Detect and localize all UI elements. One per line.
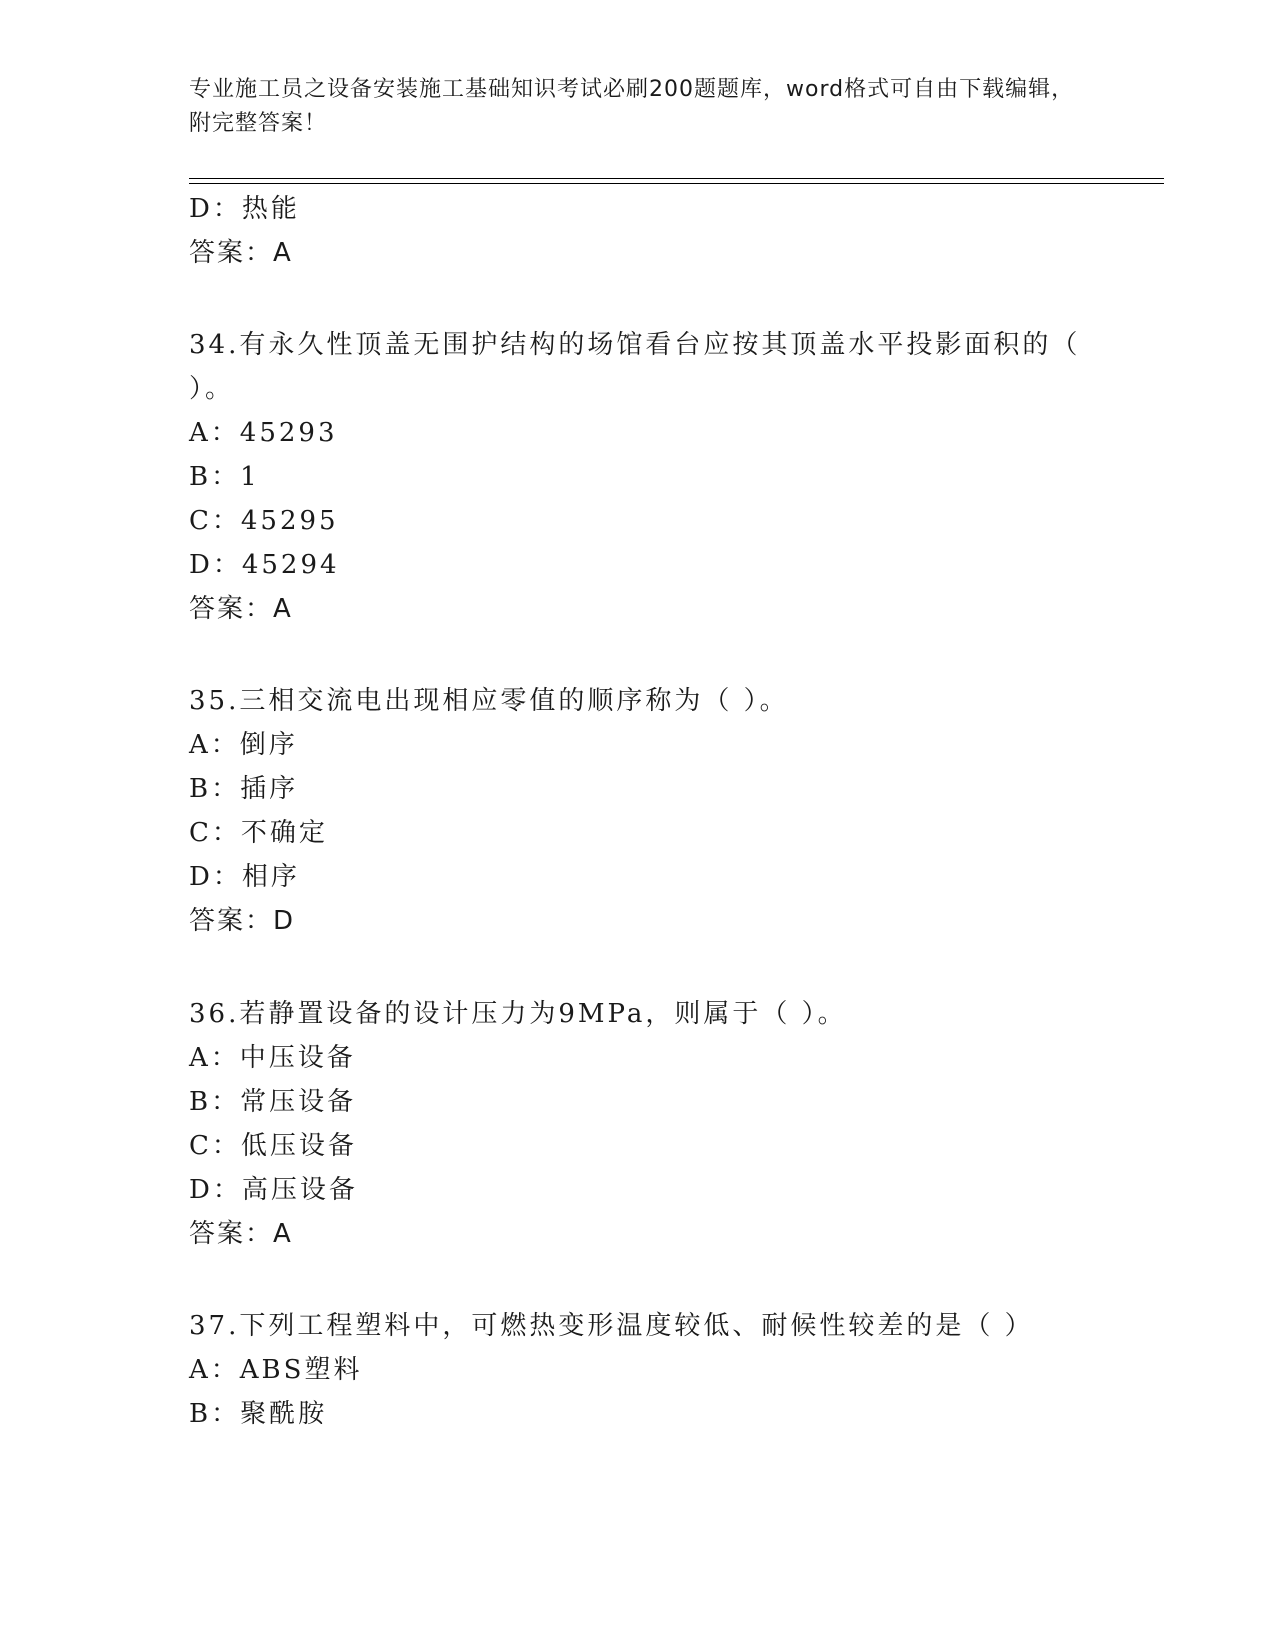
option-a: A：45293	[189, 418, 338, 448]
answer-label: 答案：A	[189, 1219, 293, 1249]
question-stem-continued: ）。	[189, 374, 235, 404]
option-b: B：1	[189, 462, 260, 492]
answer-label: 答案：A	[189, 594, 293, 624]
answer-label: 答案：D	[189, 906, 296, 936]
option-d: D：45294	[189, 550, 340, 580]
option-c: C：不确定	[189, 818, 328, 848]
option-c: C：低压设备	[189, 1131, 357, 1161]
option-c: C：45295	[189, 506, 339, 536]
option-a: A：倒序	[189, 730, 298, 760]
header-rule-top	[189, 178, 1164, 179]
option-d: D：热能	[189, 194, 300, 224]
question-stem: 36.若静置设备的设计压力为9MPa，则属于（ ）。	[189, 999, 847, 1029]
document-header: 专业施工员之设备安装施工基础知识考试必刷200题题库，word格式可自由下载编辑，附完整答案！	[189, 77, 1075, 136]
option-d: D：高压设备	[189, 1175, 358, 1205]
question-stem: 35.三相交流电出现相应零值的顺序称为（ ）。	[189, 686, 789, 716]
option-a: A：中压设备	[189, 1043, 356, 1073]
question-stem: 37.下列工程塑料中，可燃热变形温度较低、耐候性较差的是（ ）	[189, 1311, 1034, 1341]
option-d: D：相序	[189, 862, 300, 892]
option-b: B：插序	[189, 774, 299, 804]
option-a: A：ABS塑料	[189, 1355, 363, 1385]
option-b: B：常压设备	[189, 1087, 357, 1117]
option-b: B：聚酰胺	[189, 1399, 328, 1429]
answer-label: 答案：A	[189, 238, 293, 268]
question-stem: 34.有永久性顶盖无围护结构的场馆看台应按其顶盖水平投影面积的（	[189, 330, 1081, 360]
header-rule-bottom	[189, 183, 1164, 184]
